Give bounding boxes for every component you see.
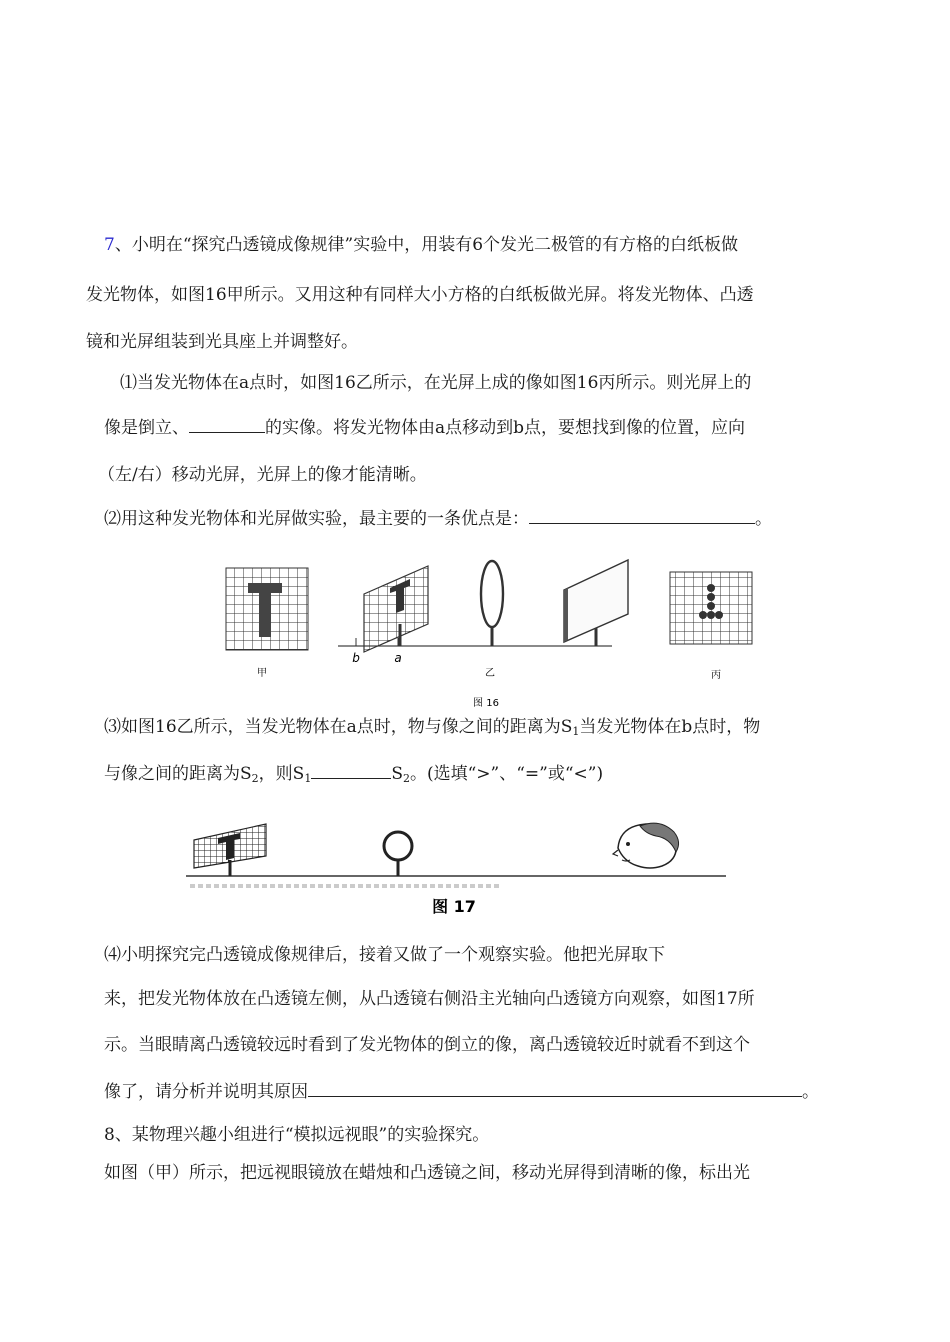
label-bing: 丙 — [711, 670, 721, 681]
source-grid-jia — [226, 568, 308, 650]
label-yi: 乙 — [485, 668, 495, 679]
figure-16 — [0, 550, 950, 710]
q7-line1 — [104, 234, 738, 256]
q7-line3: 镜和光屏组装到光具座上并调整好。 — [86, 332, 358, 352]
q7-text-1: 、小明在“探究凸透镜成像规律”实验中，用装有6个发光二极管的有方格的白纸板做 — [114, 235, 739, 255]
q7-part4-end: 。 — [802, 1082, 819, 1102]
q7-part3-text-d: ，则S — [258, 764, 305, 784]
light-screen — [564, 560, 628, 646]
figure-17 — [0, 808, 950, 918]
point-b-label: b — [352, 651, 360, 665]
q7-part3-text-a: ⑶如图16乙所示，当发光物体在a点时，物与像之间的距离为S — [104, 717, 573, 737]
q7-part1-line3: （左/右）移动光屏，光屏上的像才能清晰。 — [98, 465, 427, 485]
answer-blank-4[interactable] — [308, 1080, 802, 1097]
label-jia: 甲 — [257, 668, 267, 679]
q7-part1-line1: ⑴当发光物体在a点时，如图16乙所示，在光屏上成的像如图16丙所示。则光屏上的 — [120, 373, 752, 393]
q7-part2-line — [104, 507, 772, 530]
q8-line1: 8、某物理兴趣小组进行“模拟远视眼”的实验探究。 — [104, 1125, 490, 1145]
q7-part1-text-a: 像是倒立、 — [104, 418, 189, 438]
subscript: 1 — [572, 725, 580, 738]
q7-part2-end: 。 — [755, 509, 772, 529]
q7-part2-text: ⑵用这种发光物体和光屏做实验，最主要的一条优点是： — [104, 509, 529, 529]
q7-part3-line2 — [104, 762, 603, 790]
q7-part4-text: 像了，请分析并说明其原因 — [104, 1082, 308, 1102]
q8-line2: 如图（甲）所示，把远视眼镜放在蜡烛和凸透镜之间，移动光屏得到清晰的像，标出光 — [104, 1163, 750, 1183]
q7-number: 7 — [104, 235, 115, 255]
subscript: 2 — [402, 772, 410, 785]
q7-part1-line2 — [104, 416, 745, 439]
figure-16-caption: 图 16 — [473, 698, 499, 709]
figure-17-caption: 图 17 — [432, 897, 476, 916]
q7-part3-text-b: 当发光物体在b点时，物 — [579, 717, 761, 737]
convex-lens — [481, 561, 503, 646]
q7-part4-line3: 示。当眼睛离凸透镜较远时看到了发光物体的倒立的像，离凸透镜较近时就看不到这个 — [104, 1035, 750, 1055]
observer-head-icon — [613, 823, 679, 868]
subscript: 1 — [304, 772, 312, 785]
q7-part3-text-s2: S — [391, 764, 403, 784]
q7-part3-line1 — [104, 716, 760, 743]
source-board-17 — [194, 824, 266, 876]
image-grid-bing — [670, 572, 752, 644]
q7-part1-text-b: 的实像。将发光物体由a点移动到b点，要想找到像的位置，应向 — [265, 418, 746, 438]
q7-part4-line4 — [104, 1080, 819, 1103]
q7-part4-line2: 来，把发光物体放在凸透镜左侧，从凸透镜右侧沿主光轴向凸透镜方向观察，如图17所 — [104, 989, 755, 1009]
answer-blank-1[interactable] — [189, 416, 265, 433]
q7-part4-line1: ⑷小明探究完凸透镜成像规律后，接着又做了一个观察实验。他把光屏取下 — [104, 945, 665, 965]
answer-blank-2[interactable] — [529, 507, 755, 524]
answer-blank-3[interactable] — [311, 762, 391, 779]
subscript: 2 — [251, 772, 259, 785]
source-board-yi — [364, 566, 428, 652]
q7-part3-text-e: 。(选填“>”、“=”或“<”) — [409, 764, 604, 784]
q7-line2: 发光物体，如图16甲所示。又用这种有同样大小方格的白纸板做光屏。将发光物体、凸透 — [86, 285, 754, 305]
convex-lens-17 — [384, 832, 412, 876]
point-a-label: a — [394, 651, 402, 665]
q7-part3-text-c: 与像之间的距离为S — [104, 764, 252, 784]
